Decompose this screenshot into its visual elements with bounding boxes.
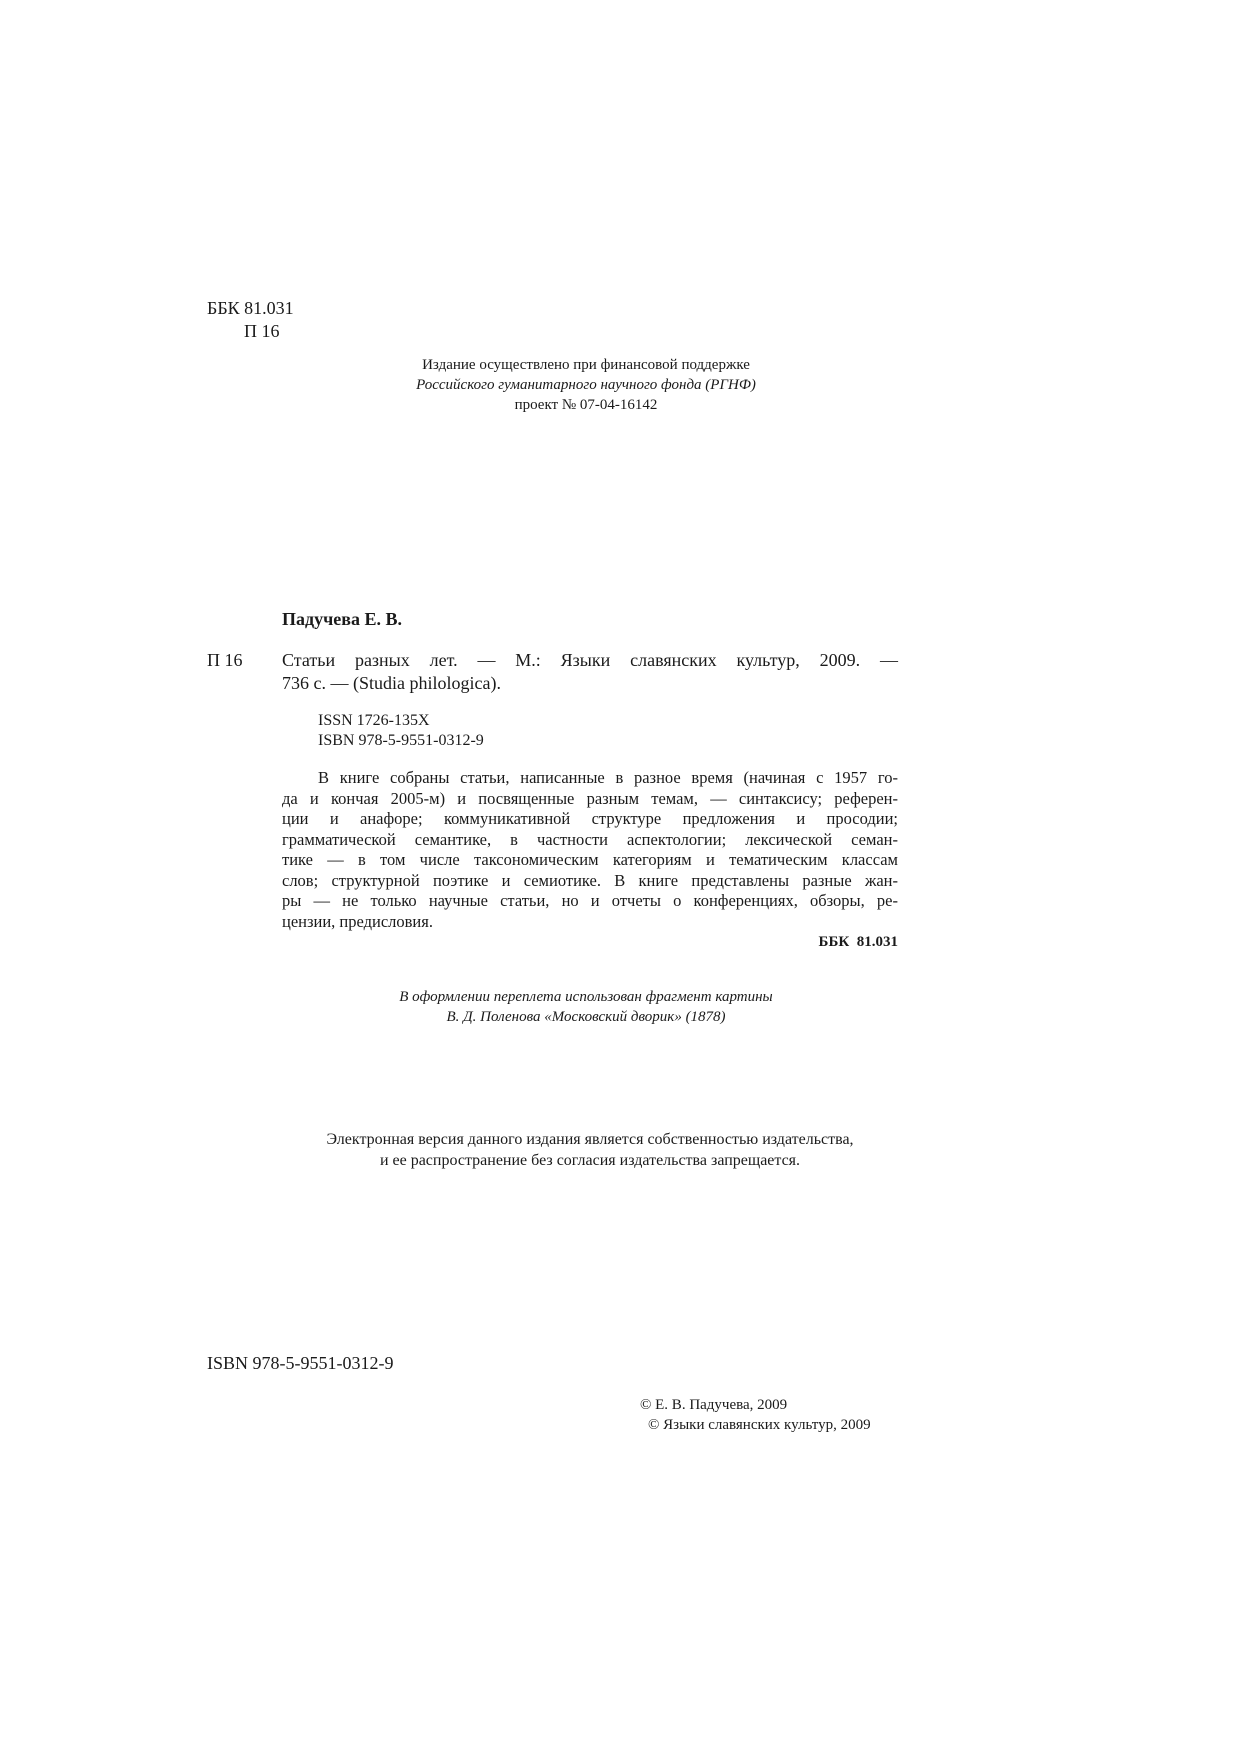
annotation-line: слов; структурной поэтике и семиотике. В книге представлены разные жан- [282, 870, 898, 890]
record-issn: ISSN 1726-135X [318, 712, 430, 729]
record-title-line-1: Статьи разных лет. — М.: Языки славянских культур, 2009. — [282, 650, 898, 670]
annotation-line: тике — в том числе таксономическим категориям и тематическим классам [282, 850, 898, 869]
cover-note-line-2: В. Д. Поленова «Московский дворик» (1878) [446, 1009, 726, 1025]
record-bbk-code: 81.031 [856, 934, 898, 950]
annotation-line: ции и анафоре; коммуникативной структуре предложения и просодии; [282, 809, 898, 828]
cover-note-line-1: В оформлении переплета использован фрагмент картины [399, 989, 773, 1005]
record-author: Падучева Е. В. [282, 609, 402, 629]
annotation-line: грамматической семантике, в частности аспектологии; лексической семан- [282, 829, 898, 849]
funding-line-1: Издание осуществлено при финансовой поддержке [422, 357, 750, 373]
record-bbk-label: ББК [818, 934, 850, 950]
funding-line-2: Российского гуманитарного научного фонда (РГНФ) [416, 377, 756, 393]
annotation-line: цензии, предисловия. [282, 911, 433, 931]
funding-line-3: проект № 07-04-16142 [514, 397, 658, 413]
annotation-paragraph [282, 768, 898, 932]
record-mark: П 16 [207, 650, 243, 670]
annotation-line: ры — не только научные статьи, но и отчеты о конференциях, обзоры, ре- [282, 891, 898, 910]
record-title-line-2: 736 с. — (Studia philologica). [282, 673, 501, 693]
record-bbk [780, 933, 898, 952]
annotation-line: да и кончая 2005-м) и посвященные разным темам, — синтаксису; референ- [282, 788, 898, 808]
record-isbn: ISBN 978-5-9551-0312-9 [318, 732, 484, 749]
electronic-notice-line-2: и ее распространение без согласия издательства запрещается. [379, 1152, 801, 1169]
bbk-index: ББК 81.031 [207, 298, 294, 318]
footer-isbn: ISBN 978-5-9551-0312-9 [207, 1353, 394, 1373]
electronic-notice-line-1: Электронная версия данного издания является собственностью издательства, [326, 1131, 854, 1148]
annotation-line: В книге собраны статьи, написанные в разное время (начиная с 1957 го- [318, 768, 898, 787]
copyright-publisher: © Языки славянских культур, 2009 [648, 1417, 871, 1433]
copyright-author: © Е. В. Падучева, 2009 [640, 1397, 788, 1413]
author-mark: П 16 [244, 321, 280, 341]
